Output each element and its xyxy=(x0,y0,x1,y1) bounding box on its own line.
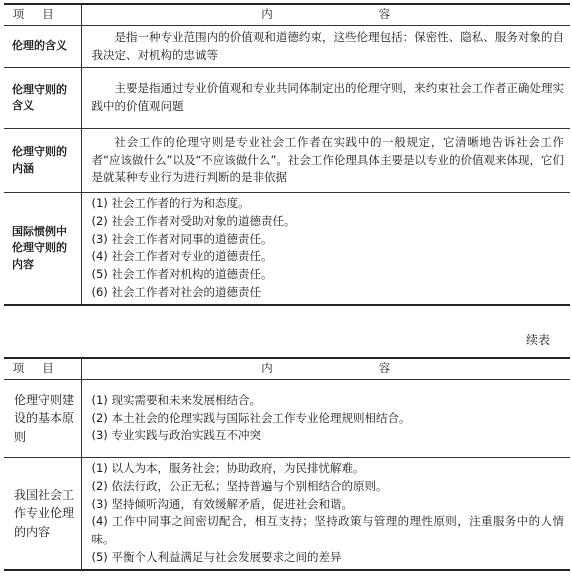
header-content-char-2: 容 xyxy=(378,361,391,376)
list-item: (1) 社会工作者的行为和态度。 xyxy=(91,196,250,210)
ethics-table-part1 xyxy=(4,3,570,306)
item-list xyxy=(92,195,565,302)
list-item: (4) 工作中同事之间密切配合，相互支持；坚持政策与管理的理性原则，注重服务中的人情味。 xyxy=(91,514,564,547)
row-label: 伦理守则的含义 xyxy=(4,68,81,129)
header-content-char-1: 内 xyxy=(261,7,273,22)
header-content xyxy=(81,4,570,26)
table-header-row xyxy=(4,4,570,26)
table-row xyxy=(4,129,570,193)
header-item: 项目 xyxy=(4,4,81,26)
table-row xyxy=(4,380,570,458)
list-item: (5) 社会工作者对机构的道德责任。 xyxy=(91,267,273,282)
row-text: 是指一种专业范围内的价值观和道德约束，这些伦理包括：保密性、隐私、服务对象的自我决定、对机构的忠诚等 xyxy=(91,29,564,62)
table-row xyxy=(4,458,570,570)
row-label: 我国社会工作专业伦理的内容 xyxy=(4,458,81,570)
row-text: 社会工作的伦理守则是专业社会工作者在实践中的一般规定，它清晰地告诉社会工作者“应该做什么”以及“不应该做什么”。社会工作伦理具体主要是以专业的价值观来体现，它们是就某种专业行为进行判断的是非依据 xyxy=(91,134,564,185)
list-item: (4) 社会工作者对专业的道德责任。 xyxy=(91,249,273,264)
row-content xyxy=(81,458,570,570)
table-row xyxy=(4,68,570,129)
table-row xyxy=(4,26,570,68)
row-content xyxy=(81,193,570,305)
list-item: (6) 社会工作者对社会的道德责任 xyxy=(91,285,261,300)
row-content xyxy=(81,380,570,458)
row-label: 伦理的含义 xyxy=(4,26,81,68)
ethics-table-part2 xyxy=(4,357,570,571)
table-header-row xyxy=(4,358,570,380)
continued-label: 续表 xyxy=(525,333,550,347)
table-row xyxy=(4,193,570,305)
item-list xyxy=(92,392,565,445)
list-item: (2) 本土社会的伦理实践与国际社会工作专业伦理规则相结合。 xyxy=(91,410,411,425)
list-item: (2) 社会工作者对受助对象的道德责任。 xyxy=(91,213,296,228)
header-content xyxy=(81,358,570,380)
header-item: 项目 xyxy=(4,358,81,380)
list-item: (3) 坚持倾听沟通，有效缓解矛盾，促进社会和谐。 xyxy=(91,496,353,511)
list-item: (3) 社会工作者对同事的道德责任。 xyxy=(91,231,273,246)
row-label: 国际惯例中伦理守则的内容 xyxy=(4,193,81,305)
row-label: 伦理守则的内涵 xyxy=(4,129,81,193)
row-label: 伦理守则建设的基本原则 xyxy=(4,380,81,458)
row-content xyxy=(81,26,570,68)
list-item: (1) 现实需要和未来发展相结合。 xyxy=(91,392,261,407)
row-content xyxy=(81,68,570,129)
row-text: 主要是指通过专业价值观和专业共同体制定出的伦理守则，来约束社会工作者正确处理实践中的价值观问题 xyxy=(91,81,564,113)
list-item: (1) 以人为本，服务社会；协助政府，为民排忧解难。 xyxy=(91,461,365,475)
list-item: (5) 平衡个人利益满足与社会发展要求之间的差异 xyxy=(91,550,342,565)
list-item: (2) 依法行政，公正无私；坚持普遍与个别相结合的原则。 xyxy=(91,478,388,493)
header-content-char-2: 容 xyxy=(378,7,391,22)
header-content-char-1: 内 xyxy=(261,361,273,376)
item-list xyxy=(92,460,565,567)
list-item: (3) 专业实践与政治实践互不冲突 xyxy=(91,428,261,443)
row-content xyxy=(81,129,570,193)
